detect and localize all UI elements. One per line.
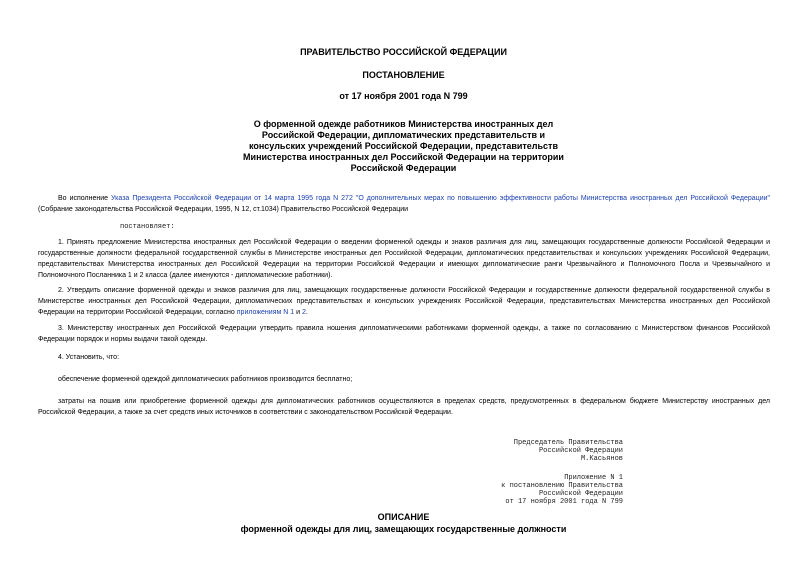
decrees-word: постановляет: [120, 223, 175, 231]
government-heading: ПРАВИТЕЛЬСТВО РОССИЙСКОЙ ФЕДЕРАЦИИ [300, 47, 507, 57]
preamble-prefix: Во исполнение [58, 195, 112, 202]
title-line: Российской Федерации [350, 163, 457, 173]
item-3-paragraph: 3. Министерству иностранных дел Российской Федерации утвердить правила ношения дипломатическими работниками форменной одежды, а также по согласованию с Министерством финансов Российской Федерации порядок и нормы выдачи такой одежды. [38, 325, 770, 343]
signature-block [514, 439, 623, 463]
preamble-suffix: (Собрание законодательства Российской Федерации, 1995, N 12, ст.1034) Правительство Российской Федерации [38, 206, 409, 213]
appendix-line: Российской Федерации [538, 490, 623, 498]
title-line: Министерства иностранных дел Российской Федерации на территории [243, 152, 564, 162]
document-title [0, 119, 807, 174]
appendix-line: Приложение N 1 [564, 474, 623, 482]
item-2-paragraph [38, 285, 770, 318]
appendix-block [501, 474, 623, 506]
doc-type-heading: ПОСТАНОВЛЕНИЕ [362, 70, 445, 80]
signature-line: Российской Федерации [538, 447, 623, 455]
description-heading: ОПИСАНИЕ [377, 512, 430, 522]
item-1-paragraph: 1. Принять предложение Министерства иностранных дел Российской Федерации о введении форменной одежды и знаков различия для лиц, замещающих государственные должности Российской Федерации и государственные должности федеральной государственной службы в Министерстве иностранных дел Российской Федерации, дипломатических представительствах и консульских учреждениях Российской Федерации, представительствах Министерства иностранных дел Российской Федерации на территории Российской Федерации и имеющих дипломатические ранги Чрезвычайного и Полномочного Посла и Чрезвычайного и Полномочного Посланника 1 и 2 класса (далее именуются - дипломатические работники). [38, 239, 770, 279]
appendix-1-link[interactable]: приложениям N 1 [236, 309, 295, 316]
title-line: Российской Федерации, дипломатических представительств и [261, 130, 546, 140]
signature-line: М.Касьянов [580, 455, 623, 463]
item-4a-paragraph: обеспечение форменной одеждой дипломатических работников производится бесплатно; [58, 376, 353, 383]
appendix-2-link[interactable]: 2 [301, 309, 306, 316]
item-2-end: . [305, 309, 308, 316]
item-2-text: 2. Утвердить описание форменной одежды и знаков различия для лиц, замещающих государственные должности Российской Федерации и государственные должности федеральной государственной службы в Министерстве иностранных дел Российской Федерации, дипломатических представительствах и консульских учреждениях Российской Федерации, представительствах Министерства иностранных дел Российской Федерации на территории Российской Федерации, согласно [38, 287, 770, 316]
item-4-paragraph: 4. Установить, что: [58, 354, 120, 361]
title-line: О форменной одежде работников Министерства иностранных дел [253, 119, 554, 129]
appendix-line: к постановлению Правительства [501, 482, 623, 490]
preamble-paragraph [38, 193, 770, 215]
presidential-decree-link[interactable]: Указа Президента Российской Федерации от 14 марта 1995 года N 272 "О дополнительных мерах по повышению эффективности работы Министерства иностранных дел Российской Федерации" [111, 195, 771, 202]
description-subheading: форменной одежды для лиц, замещающих государственные должности [240, 524, 567, 534]
signature-line: Председатель Правительства [513, 439, 623, 447]
title-line: консульских учреждений Российской Федерации, представительств [248, 141, 558, 151]
appendix-line: от 17 ноября 2001 года N 799 [505, 498, 623, 506]
item-4b-paragraph: затраты на пошив или приобретение форменной одежды для дипломатических работников осуществляются в пределах средств, предусмотренных в федеральном бюджете Министерству иностранных дел Российской Федерации, а также за счет средств иных источников в соответствии с законодательством Российской Федерации. [38, 398, 770, 416]
date-number: от 17 ноября 2001 года N 799 [339, 91, 468, 101]
item-2-and: и [294, 309, 302, 316]
